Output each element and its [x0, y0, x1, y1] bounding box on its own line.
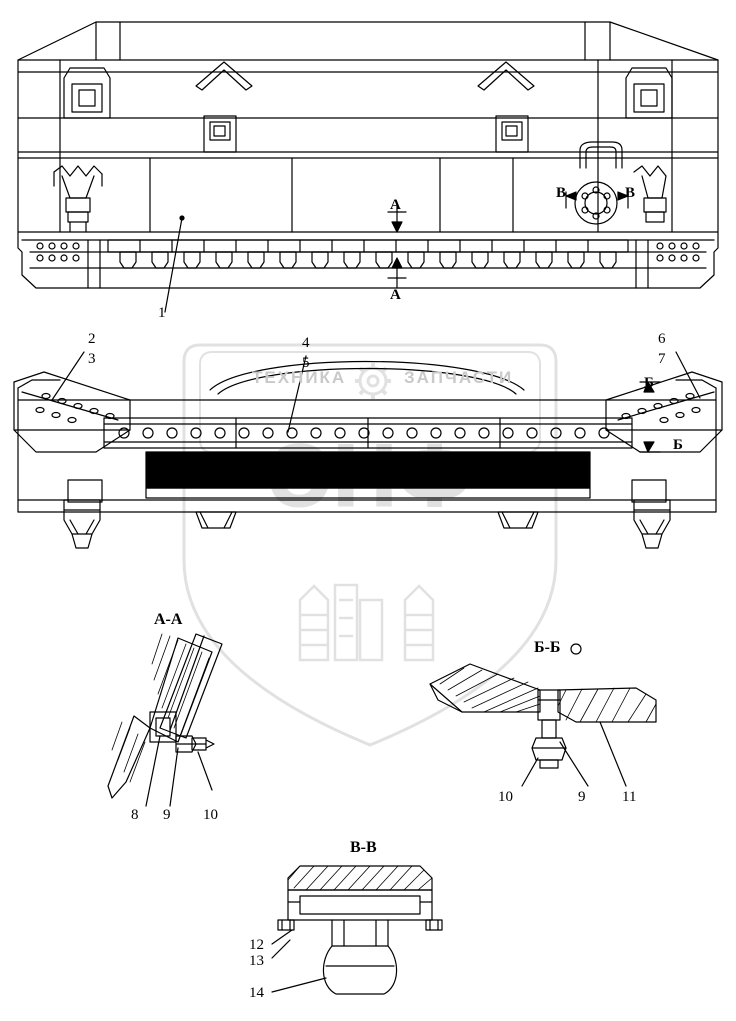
callout-3: 3: [88, 351, 96, 367]
callout-6: 6: [658, 331, 666, 347]
callout-10: 10: [203, 807, 218, 823]
section-mark-a-bottom: А: [390, 287, 401, 303]
callout-11: 11: [622, 789, 637, 805]
section-title-vv: В-В: [350, 839, 377, 856]
watermark-text-right: ЗАПЧАСТИ: [404, 368, 514, 387]
section-mark-v-left: В: [556, 185, 567, 201]
callout-9b: 9: [578, 789, 586, 805]
section-vv-detail: [272, 866, 442, 994]
callout-2: 2: [88, 331, 96, 347]
callout-14: 14: [249, 985, 264, 1001]
callout-13: 13: [249, 953, 264, 969]
view-plan: [14, 352, 722, 548]
watermark-text-left: ТЕХНИКА: [252, 368, 347, 387]
section-mark-b-top: Б: [644, 375, 654, 391]
section-mark-a-top: А: [390, 197, 401, 213]
callout-9: 9: [163, 807, 171, 823]
callout-5: 5: [302, 355, 310, 371]
callout-4: 4: [302, 335, 310, 351]
section-title-aa: А-А: [154, 611, 183, 628]
callout-12: 12: [249, 937, 264, 953]
section-bb-detail: [430, 644, 656, 786]
callout-7: 7: [658, 351, 666, 367]
section-mark-v-right: В: [625, 185, 636, 201]
callout-1: 1: [158, 305, 166, 321]
callout-8: 8: [131, 807, 139, 823]
section-title-bb: Б-Б: [534, 639, 561, 656]
callout-10b: 10: [498, 789, 513, 805]
view-main-platform: [18, 22, 718, 312]
section-mark-b-bottom: Б: [673, 437, 683, 453]
section-aa-detail: [108, 634, 222, 806]
